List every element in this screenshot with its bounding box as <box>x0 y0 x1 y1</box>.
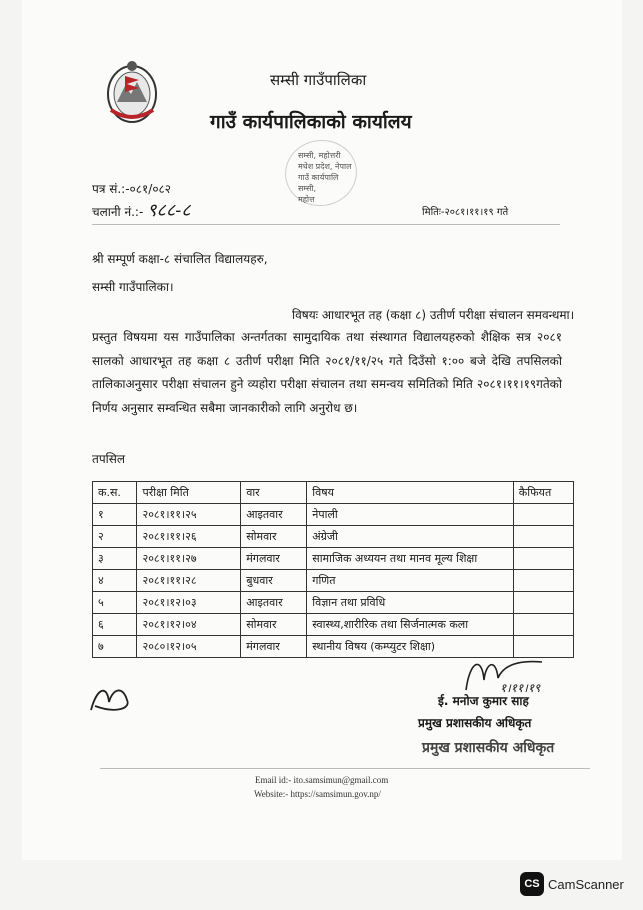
municipality-name: सम्सी गाउँपालिका <box>270 71 367 89</box>
cell-date: २०८१।११।२६ <box>137 526 241 548</box>
footer-website: Website:- https://samsimun.gov.np/ <box>254 789 381 799</box>
cell-date: २०८१।११।२७ <box>137 548 241 570</box>
table-row <box>93 504 574 526</box>
cell-day: आइतवार <box>241 504 307 526</box>
cell-subject: विज्ञान तथा प्रविधि <box>307 592 514 614</box>
header-date: परीक्षा मिति <box>137 482 241 504</box>
table-header-row <box>93 482 574 504</box>
stamp-line: सम्सी, महोत्तरी <box>298 151 341 160</box>
cell-day: आइतवार <box>241 592 307 614</box>
reference-number: पत्र सं.:-०८१/०८२ <box>92 182 172 196</box>
office-name: गाउँ कार्यपालिकाको कार्यालय <box>210 111 412 133</box>
cell-date: २०८१।१२।०४ <box>137 614 241 636</box>
cell-day: सोमवार <box>241 526 307 548</box>
details-heading: तपसिल <box>92 452 126 466</box>
cell-remarks <box>513 614 573 636</box>
cell-day: मंगलवार <box>241 636 307 658</box>
dispatch-number <box>92 198 191 222</box>
cell-day: सोमवार <box>241 614 307 636</box>
cell-date: २०८०।१२।०५ <box>137 636 241 658</box>
stamp-line: मधेश प्रदेश, नेपाल <box>298 162 352 171</box>
dispatch-value: ९८८-८ <box>147 200 191 221</box>
cell-remarks <box>513 592 573 614</box>
stamp-line: सम्सी, <box>298 184 317 193</box>
letter-body: प्रस्तुत विषयमा यस गाउँपालिका अन्तर्गतका सामुदायिक तथा संस्थागत विद्यालयहरुको शैक्षिक सत्र २०८१ सालको आधारभूत तह कक्षा ८ उतीर्ण परीक्षा मिति २०८१/११/२५ गते दिउँसो १:०० बजे देखि तपसिलको तालिकाअनुसार परीक्षा संचालन हुने व्यहोरा परीक्षा संचालन तथा समन्वय समितिको मिति २०८१।११।१९गतेको निर्णय अनुसार सम्वन्धित सबैमा जानकारीको लागि अनुरोध छ। <box>92 330 562 415</box>
letter-subject: विषयः आधारभूत तह (कक्षा ८) उतीर्ण परीक्षा संचालन समवन्धमा। <box>292 308 575 322</box>
cell-day: मंगलवार <box>241 548 307 570</box>
stamp-line: महोत्त <box>298 195 315 204</box>
cell-remarks <box>513 526 573 548</box>
cell-sn: ६ <box>93 614 137 636</box>
office-stamp <box>298 150 352 205</box>
header-divider <box>92 224 560 225</box>
cell-day: बुधवार <box>241 570 307 592</box>
table-row <box>93 526 574 548</box>
cell-sn: २ <box>93 526 137 548</box>
cell-date: २०८१।११।२५ <box>137 504 241 526</box>
cell-remarks <box>513 504 573 526</box>
camscanner-watermark: CamScanner <box>548 877 624 892</box>
cell-subject: नेपाली <box>307 504 514 526</box>
cell-sn: १ <box>93 504 137 526</box>
cell-remarks <box>513 548 573 570</box>
cell-subject: अंग्रेजी <box>307 526 514 548</box>
nepal-emblem-icon <box>103 58 161 126</box>
header-subject: विषय <box>307 482 514 504</box>
cell-subject: सामाजिक अध्ययन तथा मानव मूल्य शिक्षा <box>307 548 514 570</box>
header-day: वार <box>241 482 307 504</box>
cell-sn: ५ <box>93 592 137 614</box>
cell-sn: ३ <box>93 548 137 570</box>
initials-signature <box>87 680 137 718</box>
camscanner-logo-icon: CS <box>520 872 544 896</box>
recipient-line-1: श्री सम्पूर्ण कक्षा-८ संचालित विद्यालयहरु, <box>92 252 268 266</box>
signer-title: प्रमुख प्रशासकीय अधिकृत <box>418 716 532 730</box>
header-sn: क.स. <box>93 482 137 504</box>
signer-name: ई. मनोज कुमार साह <box>438 694 529 708</box>
cell-date: २०८१।११।२८ <box>137 570 241 592</box>
cell-subject: स्थानीय विषय (कम्प्युटर शिक्षा) <box>307 636 514 658</box>
stamp-line: गाउँ कार्यपालि <box>298 173 339 182</box>
dispatch-label: चलानी नं.:- <box>92 205 144 219</box>
cell-sn: ७ <box>93 636 137 658</box>
signer-stamp: प्रमुख प्रशासकीय अधिकृत <box>422 740 555 756</box>
footer-divider <box>100 768 590 769</box>
header-remarks: कैफियत <box>513 482 573 504</box>
cell-date: २०८१।१२।०३ <box>137 592 241 614</box>
cell-sn: ४ <box>93 570 137 592</box>
recipient-line-2: सम्सी गाउँपालिका। <box>92 280 174 294</box>
cell-subject: गणित <box>307 570 514 592</box>
signature-date: १।११।१९ <box>500 681 541 695</box>
table-row <box>93 548 574 570</box>
table-row <box>93 570 574 592</box>
cell-subject: स्वास्थ्य,शारीरिक तथा सिर्जनात्मक कला <box>307 614 514 636</box>
cell-remarks <box>513 570 573 592</box>
table-row <box>93 614 574 636</box>
exam-schedule-table <box>92 481 574 658</box>
footer-email: Email id:- ito.samsimun@gmail.com <box>255 775 389 785</box>
letter-date: मितिः-२०८१।११।१९ गते <box>422 207 509 218</box>
table-row <box>93 592 574 614</box>
